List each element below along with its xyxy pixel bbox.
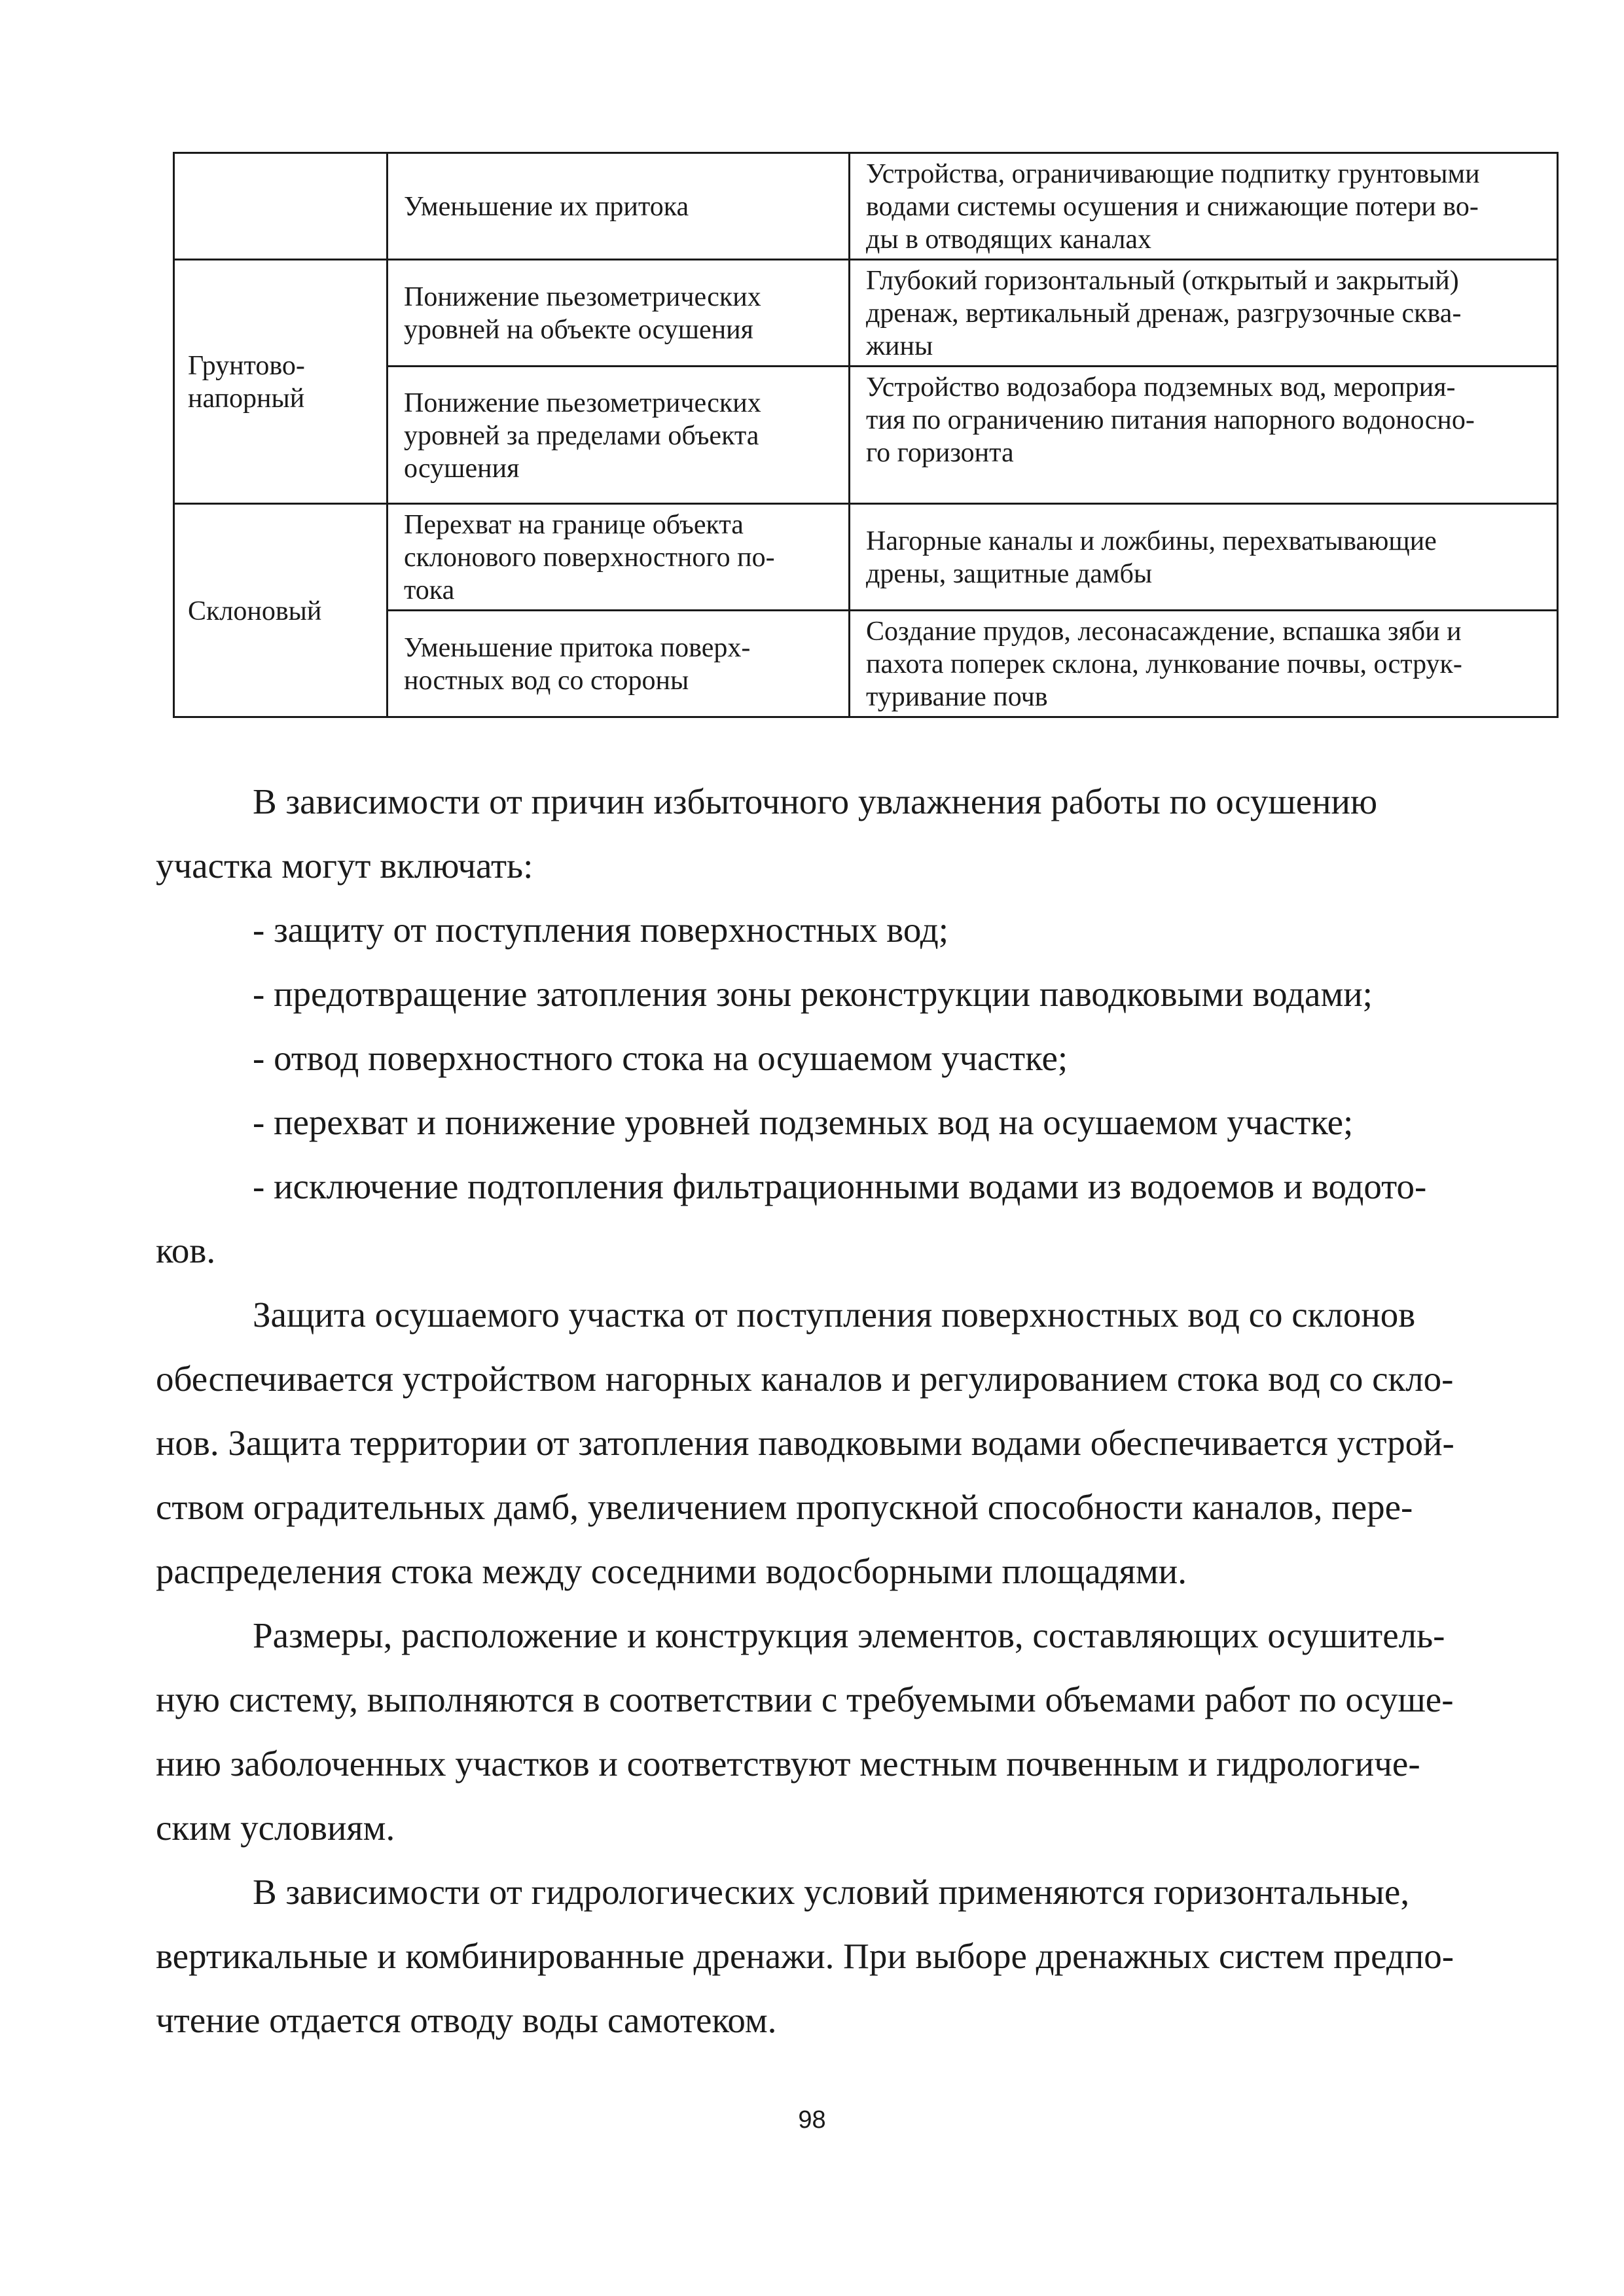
table-cell-method: Уменьшение их притока — [388, 153, 850, 260]
table-cell-measure: Нагорные каналы и ложбины, перехватывающие дрены, защитные дамбы — [850, 504, 1558, 611]
table-cell-measure: Создание прудов, лесонасаждение, вспашка зяби и пахота поперек склона, лункование почвы, острук- туривание почв — [850, 611, 1558, 717]
table-cell-type: Грунтово- напорный — [174, 260, 388, 504]
table-cell-method: Перехват на границе объекта склонового поверхностного по- тока — [388, 504, 850, 611]
paragraph: В зависимости от гидрологических условий применяются горизонтальные, вертикальные и комбинированные дренажи. При выборе дренажных систем предпо- чтение отдается отводу воды самотеком. — [156, 1872, 1454, 2040]
body-text — [156, 770, 1549, 2053]
page-number: 98 — [798, 2106, 826, 2134]
measures-table — [173, 152, 1559, 718]
table-cell-method: Уменьшение притока поверх- ностных вод со стороны — [388, 611, 850, 717]
list-item: - предотвращение затопления зоны реконструкции паводковыми водами; — [253, 974, 1373, 1014]
table-cell-type: Склоновый — [174, 504, 388, 717]
table-cell-measure: Устройства, ограничивающие подпитку грунтовыми водами системы осушения и снижающие потери во- ды в отводящих каналах — [850, 153, 1558, 260]
table-cell-method: Понижение пьезометрических уровней на объекте осушения — [388, 260, 850, 367]
list-item: - защиту от поступления поверхностных вод; — [253, 910, 948, 950]
table-row — [174, 260, 1558, 367]
intro-paragraph: В зависимости от причин избыточного увлажнения работы по осушению участка могут включать: — [156, 781, 1378, 886]
table-cell-measure: Устройство водозабора подземных вод, мероприя- тия по ограничению питания напорного водоносно- го горизонта — [850, 367, 1558, 504]
table-cell-method: Понижение пьезометрических уровней за пределами объекта осушения — [388, 367, 850, 504]
list-item: - исключение подтопления фильтрационными водами из водоемов и водото- ков. — [156, 1166, 1427, 1270]
paragraph: Размеры, расположение и конструкция элементов, составляющих осушитель- ную систему, выполняются в соответствии с требуемыми объемами работ по осуше- нию заболоченных участков и соответствуют местным почвенным и гидрологиче- ским условиям. — [156, 1615, 1454, 1848]
paragraph: Защита осушаемого участка от поступления поверхностных вод со склонов обеспечивается устройством нагорных каналов и регулированием стока вод со скло- нов. Защита территории от затопления паводковыми водами обеспечивается устрой- ством оградительных дамб, увеличением пропускной способности каналов, пере- распределения стока между соседними водосборными площадями. — [156, 1295, 1454, 1591]
table-row — [174, 504, 1558, 611]
table-cell-type — [174, 153, 388, 260]
table-row — [174, 153, 1558, 260]
table-cell-measure: Глубокий горизонтальный (открытый и закрытый) дренаж, вертикальный дренаж, разгрузочные сква- жины — [850, 260, 1558, 367]
list-item: - перехват и понижение уровней подземных вод на осушаемом участке; — [253, 1102, 1354, 1142]
list-item: - отвод поверхностного стока на осушаемом участке; — [253, 1038, 1068, 1078]
